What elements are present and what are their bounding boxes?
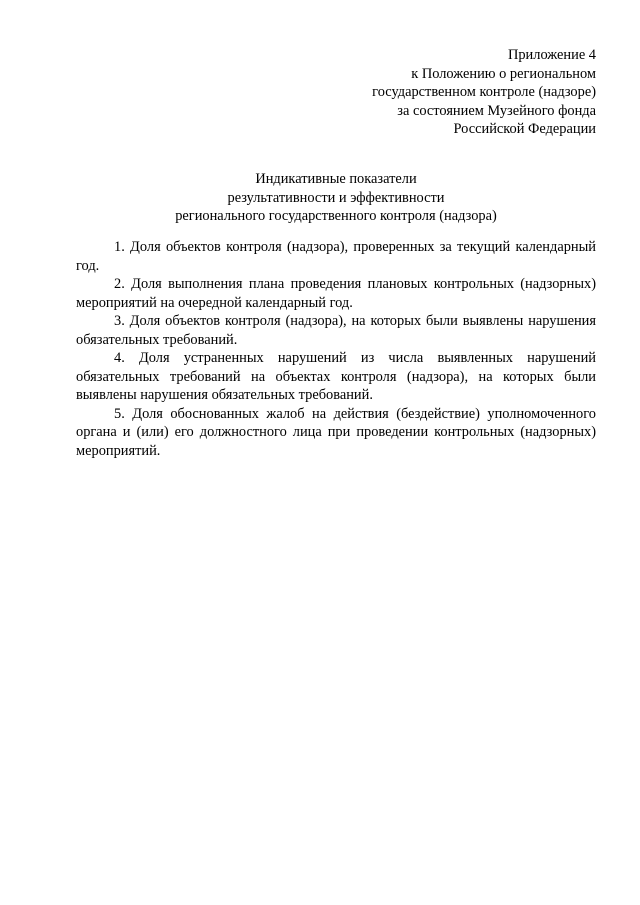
appendix-line-regulation: к Положению о региональном <box>411 65 596 82</box>
indicator-item-5: 5. Доля обоснованных жалоб на действия (бездействие) уполномоченного органа и (или) его должностного лица при проведении контрольных (надзорных) мероприятий. <box>76 405 596 459</box>
indicator-item-1: 1. Доля объектов контроля (надзора), проверенных за текущий календарный год. <box>76 239 596 274</box>
title-line-2: результативности и эффективности <box>227 189 445 206</box>
title-line-1: Индикативные показатели <box>255 171 417 187</box>
indicator-list <box>76 238 596 460</box>
appendix-line-federation: Российской Федерации <box>453 121 596 137</box>
indicator-item-4: 4. Доля устраненных нарушений из числа выявленных нарушений обязательных требований на объектах контроля (надзора), на которых были выявлены нарушения обязательных требований. <box>76 350 596 403</box>
appendix-line-control: государственном контроле (надзоре) <box>372 84 596 100</box>
title-line-3: регионального государственного контроля (надзора) <box>175 208 497 224</box>
appendix-header <box>266 46 596 139</box>
indicator-item-2: 2. Доля выполнения плана проведения плановых контрольных (надзорных) мероприятий на очередной календарный год. <box>76 276 596 311</box>
indicator-item-3: 3. Доля объектов контроля (надзора), на которых были выявлены нарушения обязательных требований. <box>76 313 596 348</box>
appendix-line-museum-fund: за состоянием Музейного фонда <box>397 102 596 119</box>
document-title <box>76 170 596 226</box>
appendix-line-number: Приложение 4 <box>507 47 596 63</box>
